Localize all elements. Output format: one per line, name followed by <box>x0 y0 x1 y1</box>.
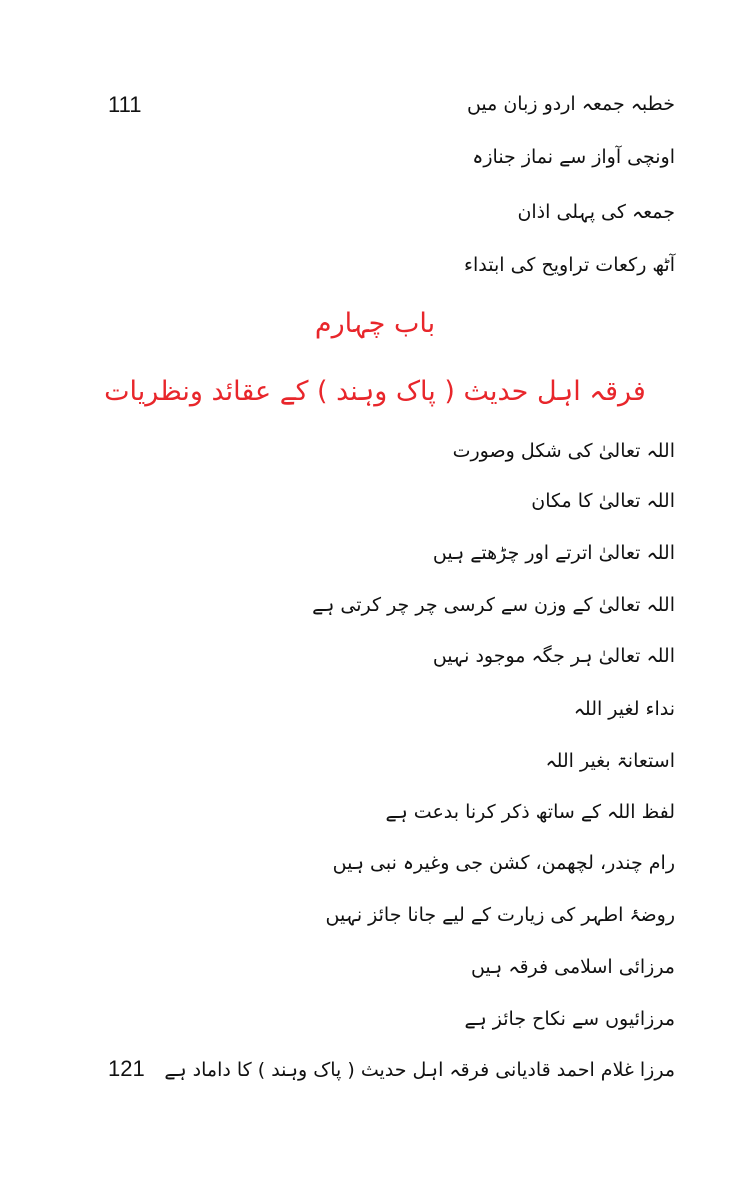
entry-10: روضۂ اطہر کی زیارت کے لیے جانا جائز نہیں <box>325 904 675 926</box>
entry-eight-rakat-taraweeh: آٹھ رکعات تراویح کی ابتداء <box>464 254 675 276</box>
entry-12: مرزائیوں سے نکاح جائز ہے <box>464 1008 675 1030</box>
chapter-title: باب چہارم <box>314 308 436 339</box>
entry-8: لفظ اللہ کے ساتھ ذکر کرنا بدعت ہے <box>385 801 675 823</box>
entry-3: اللہ تعالیٰ اترتے اور چڑھتے ہیں <box>432 542 675 564</box>
entry-loud-funeral-prayer: اونچی آواز سے نماز جنازہ <box>472 146 675 168</box>
entry-6: نداء لغیر اللہ <box>573 698 675 720</box>
chapter-subtitle: فرقہ اہل حدیث ( پاک وہند ) کے عقائد ونظریات <box>104 376 646 407</box>
entry-9: رام چندر، لچھمن، کشن جی وغیرہ نبی ہیں <box>332 852 675 874</box>
entry-7: استعانۃ بغیر اللہ <box>545 750 675 772</box>
entry-13: مرزا غلام احمد قادیانی فرقہ اہل حدیث ( پاک وہند ) کا داماد ہے <box>164 1059 675 1081</box>
entry-1: اللہ تعالیٰ کی شکل وصورت <box>452 440 675 462</box>
entry-4: اللہ تعالیٰ کے وزن سے کرسی چر چر کرتی ہے <box>312 594 675 616</box>
entry-first-friday-adhan: جمعہ کی پہلی اذان <box>517 201 675 223</box>
entry-friday-sermon-urdu: خطبہ جمعہ اردو زبان میں <box>466 93 675 115</box>
page-number-bottom: 121 <box>108 1056 145 1081</box>
page-number-top: 111 <box>108 92 142 117</box>
entry-11: مرزائی اسلامی فرقہ ہیں <box>470 956 675 978</box>
entry-2: اللہ تعالیٰ کا مکان <box>531 490 675 512</box>
entry-5: اللہ تعالیٰ ہر جگہ موجود نہیں <box>432 645 675 667</box>
